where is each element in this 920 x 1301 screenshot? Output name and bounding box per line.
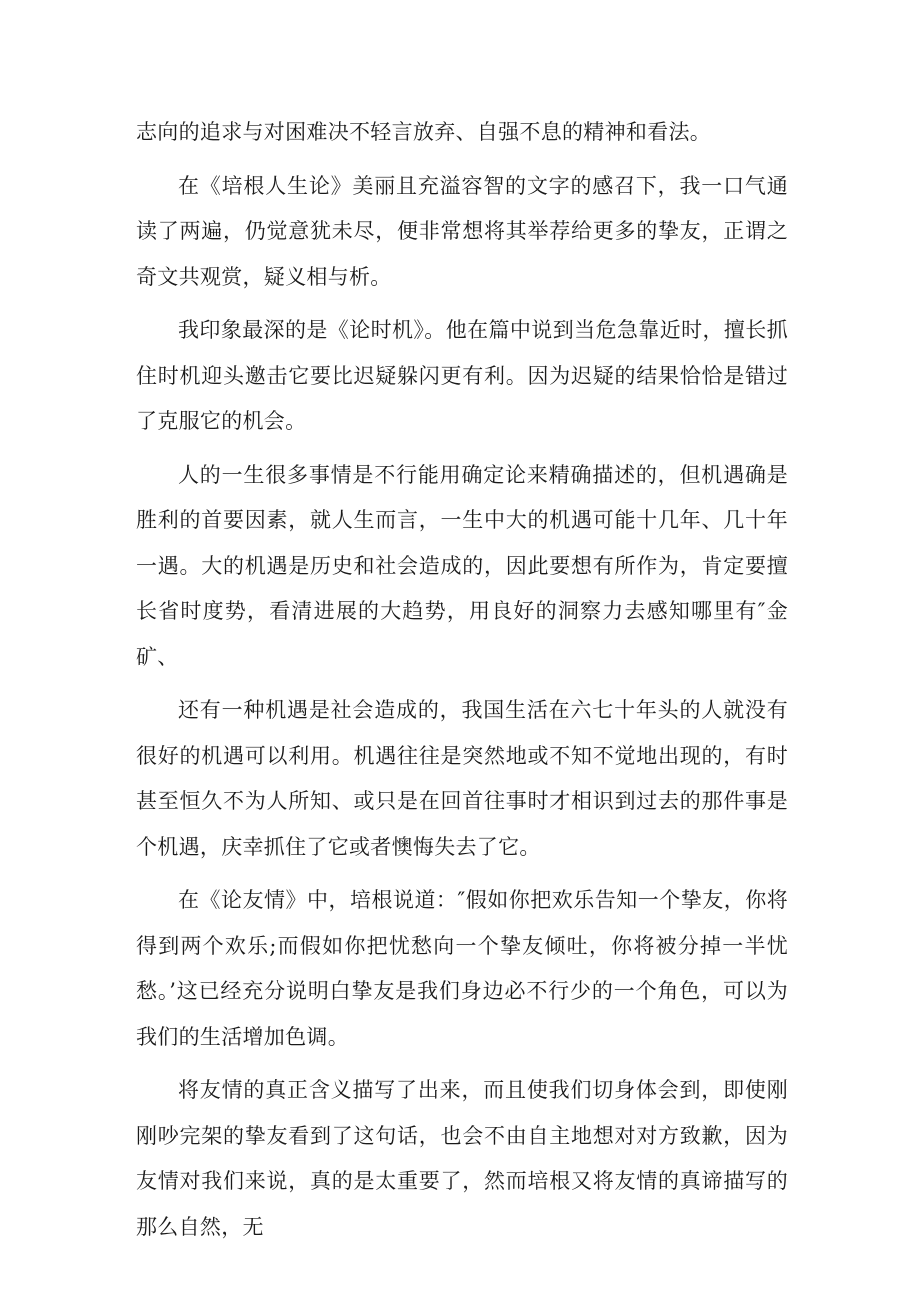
document-body [136, 110, 788, 1250]
paragraph: 人的一生很多事情是不行能用确定论来精确描述的，但机遇确是胜利的首要因素，就人生而言，一生中大的机遇可能十几年、几十年一遇。大的机遇是历史和社会造成的，因此要想有所作为，肯定要擅长省时度势，看清进展的大趋势，用良好的洞察力去感知哪里有″金矿、 [136, 462, 788, 669]
paragraph: 将友情的真正含义描写了出来，而且使我们切身体会到，即使刚刚吵完架的挚友看到了这句话，也会不由自主地想对对方致歉，因为友情对我们来说，真的是太重要了，然而培根又将友情的真谛描写的那么自然，无 [136, 1078, 788, 1239]
paragraph: 还有一种机遇是社会造成的，我国生活在六七十年头的人就没有很好的机遇可以利用。机遇往往是突然地或不知不觉地出现的，有时甚至恒久不为人所知、或只是在回首往事时才相识到过去的那件事是个机遇，庆幸抓住了它或者懊悔失去了它。 [136, 698, 788, 859]
paragraph: 在《培根人生论》美丽且充溢容智的文字的感召下，我一口气通读了两遍，仍觉意犹未尽，便非常想将其举荐给更多的挚友，正谓之奇文共观赏，疑义相与析。 [136, 173, 788, 289]
paragraph: 在《论友情》中，培根说道：″假如你把欢乐告知一个挚友，你将得到两个欢乐;而假如你把忧愁向一个挚友倾吐，你将被分掉一半忧愁。’这已经充分说明白挚友是我们身边必不行少的一个角色，可以为我们的生活增加色调。 [136, 888, 788, 1049]
paragraph-continuation: 志向的追求与对困难决不轻言放弃、自强不息的精神和看法。 [136, 120, 712, 144]
paragraph: 我印象最深的是《论时机》。他在篇中说到当危急靠近时，擅长抓住时机迎头邀击它要比迟疑躲闪更有利。因为迟疑的结果恰恰是错过了克服它的机会。 [136, 318, 788, 433]
